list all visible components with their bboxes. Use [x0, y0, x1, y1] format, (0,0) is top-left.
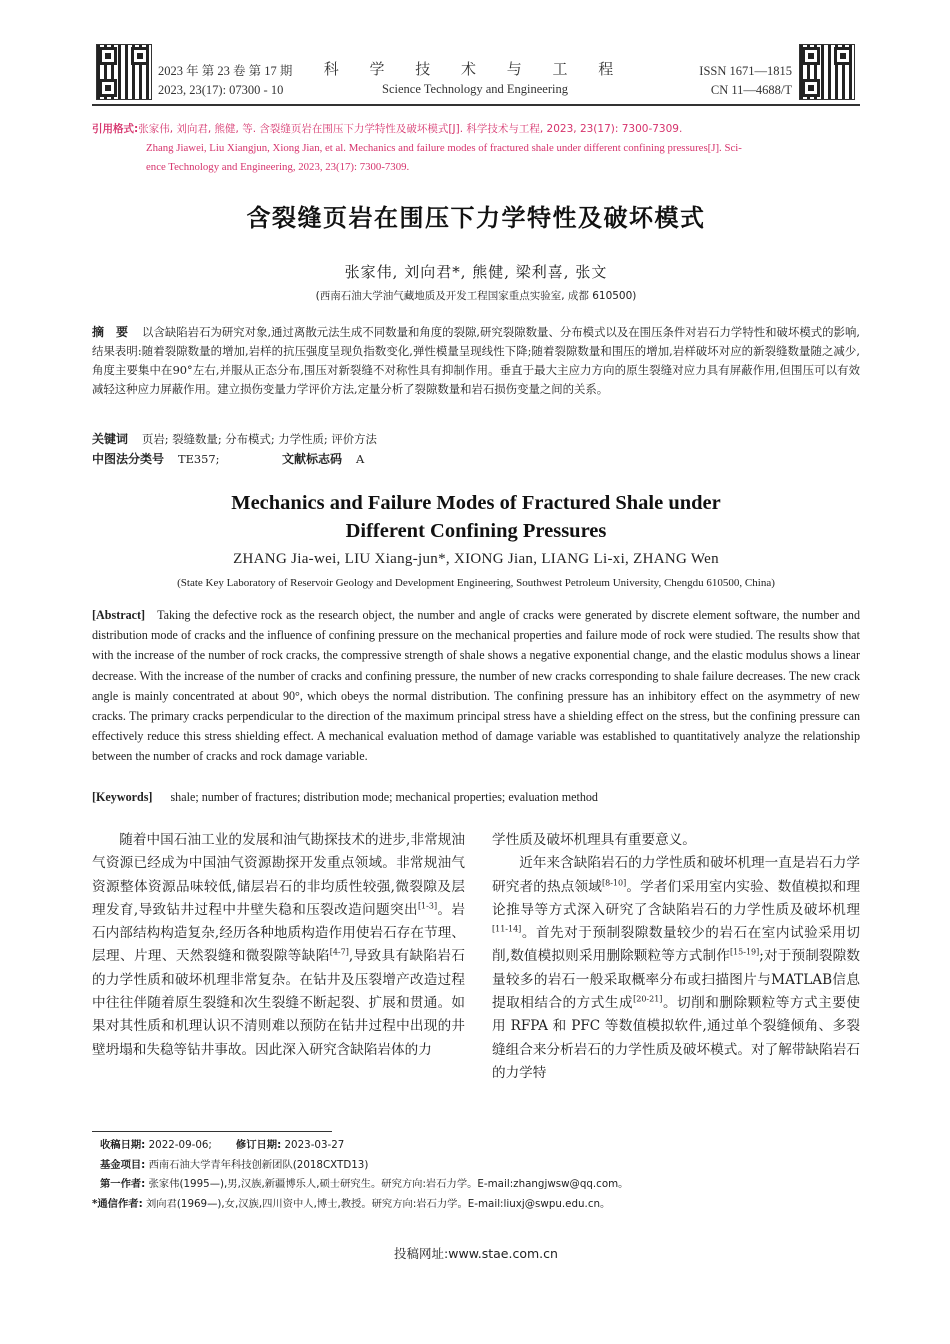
- issue-cn: 2023 年 第 23 卷 第 17 期: [158, 64, 293, 78]
- qr-code-right[interactable]: [799, 44, 855, 100]
- citation-en-2: ence Technology and Engineering, 2023, 23(17): 7300-7309.: [146, 161, 410, 173]
- affiliation-en: (State Key Laboratory of Reservoir Geology and Development Engineering, Southwest Petroleum University, Chengdu 610500, China): [177, 577, 775, 589]
- reference-mark[interactable]: [4-7]: [329, 947, 349, 957]
- abstract-cn-label: 摘 要: [92, 325, 129, 339]
- cn-number: CN 11—4688/T: [710, 83, 792, 97]
- clc-code: TE357;: [178, 452, 220, 466]
- issue-info: [158, 62, 292, 100]
- citation-cn: 张家伟, 刘向君, 熊健, 等. 含裂缝页岩在围压下力学特性及破坏模式[J]. 科学技术与工程, 2023, 23(17): 7300-7309.: [138, 123, 683, 135]
- citation-block: [92, 120, 862, 177]
- classification-line: [92, 450, 860, 469]
- abstract-en: [92, 605, 860, 767]
- keywords-en-text: shale; number of fractures; distribution mode; mechanical properties; evaluation method: [170, 790, 598, 804]
- body-paragraph: 随着中国石油工业的发展和油气勘探技术的进步,非常规油气资源已经成为中国油气资源勘探开发重点领域。非常规油气资源整体资源品味较低,储层岩石的非均质性较强,微裂隙及层理发育,导致钻井过程中井壁失稳和压裂改造问题突出[1-3]。岩石内部结构构造复杂,经历各种地质构造作用使岩石存在节理、层理、片理、天然裂缝和微裂隙等缺陷[4-7],导致具有缺陷岩石的力学性质和破坏机理非常复杂。在钻井及压裂增产改造过程中往往伴随着原生裂缝和次生裂缝不断起裂、扩展和贯通。如果对其性质和机理认识不清则难以预防在钻井过程中出现的井壁坍塌和失稳等钻井事故。因此深入研究含缺陷岩体的力: [92, 832, 466, 1058]
- footnote-rule: [92, 1131, 332, 1132]
- reference-mark[interactable]: [1-3]: [417, 901, 438, 911]
- abstract-cn: [92, 323, 860, 399]
- reference-mark[interactable]: [11-14]: [492, 924, 522, 934]
- keywords-en-label: [Keywords]: [92, 790, 153, 804]
- page-title-en: [92, 489, 860, 545]
- body-column-left: [92, 829, 465, 1062]
- affiliation-cn: (西南石油大学油气藏地质及开发工程国家重点实验室, 成都 610500): [315, 290, 637, 302]
- issn-info: [676, 62, 792, 100]
- body-paragraph-continued: 学性质及破坏机理具有重要意义。: [492, 832, 696, 848]
- journal-cn: 科 学 技 术 与 工 程: [323, 60, 627, 78]
- body-paragraph: 近年来含缺陷岩石的力学性质和破坏机理一直是岩石力学研究者的热点领域[8-10]。学者们采用室内实验、数值模拟和理论推导等方式深入研究了含缺陷岩石的力学性质及破坏机理[11-14]。首先对于预制裂隙数量较少的岩石在室内试验采用切削,数值模拟则采用删除颗粒等方式制作[15-19];对于预制裂隙数量较多的岩石一般采取概率分布或扫描图片与MATLAB信息提取相结合的方式生成[20-21]。切削和删除颗粒等方式主要使用 RFPA 和 PFC 等数值模拟软件,通过单个裂缝倾角、多裂缝组合来分析岩石的力学性质及破坏模式。对了解带缺陷岩石的力学特: [492, 855, 861, 1081]
- reference-mark[interactable]: [20-21]: [633, 994, 663, 1004]
- abstract-en-text: Taking the defective rock as the research object, the number and angle of cracks were generated by discrete element software, the number and distribution mode of cracks and the influence of confining pressure on the mechanical properties and failure mode of rock were studied. The results show that with the increase of the number of rock cracks, the compressive strength of shale shows a negative exponential change, and the elastic modulus shows a linear decrease. With the increase of the number of cracks and confining pressure, the number of new cracks corresponding to shale failure decreases. The new crack angle is mainly concentrated at about 90°, which obeys the normal distribution. The confining pressure has an inhibitory effect on the asymmetry of new cracks. The primary cracks perpendicular to the direction of the maximum principal stress have a shielding effect on the stress, but the confining pressure can effectively reduce this stress shielding effect. A mechanical evaluation method of damage variable was established to quantitatively analyze the relationship between the number of cracks and rock damage variable.: [92, 608, 860, 764]
- submission-url[interactable]: 投稿网址:www.stae.com.cn: [394, 1246, 558, 1261]
- doc-code: A: [356, 452, 365, 466]
- reference-mark[interactable]: [15-19]: [729, 947, 760, 957]
- keywords-cn-text: 页岩; 裂缝数量; 分布模式; 力学性质; 评价方法: [142, 432, 377, 446]
- body-column-right: [492, 829, 860, 1085]
- citation-en-1: Zhang Jiawei, Liu Xiangjun, Xiong Jian, et al. Mechanics and failure modes of fractured shale under different confining pressures[J]. Sci-: [146, 142, 742, 154]
- reference-mark[interactable]: [8-10]: [602, 878, 627, 888]
- keywords-en: [92, 787, 860, 807]
- title-en-line2: Different Confining Pressures: [345, 520, 607, 542]
- footnote-fund: 基金项目: 西南石油大学青年科技创新团队(2018CXTD13): [100, 1158, 369, 1171]
- citation-label: 引用格式:: [92, 123, 139, 135]
- issn: ISSN 1671—1815: [699, 64, 792, 78]
- footnote-dates: 收稿日期: 2022-09-06; 修订日期: 2023-03-27: [100, 1139, 345, 1151]
- journal-en: Science Technology and Engineering: [382, 82, 568, 96]
- abstract-en-label: [Abstract]: [92, 608, 146, 622]
- authors-en: ZHANG Jia-wei, LIU Xiang-jun*, XIONG Jian, LIANG Li-xi, ZHANG Wen: [233, 551, 719, 567]
- doc-code-label: 文献标志码: [282, 452, 343, 466]
- authors-cn: 张家伟, 刘向君*, 熊健, 梁利喜, 张文: [344, 263, 608, 281]
- keywords-cn: [92, 430, 860, 449]
- footnote-first-author: 第一作者: 张家伟(1995—),男,汉族,新疆博乐人,硕士研究生。研究方向:岩石力学。E-mail:zhangjwsw@qq.com。: [100, 1178, 629, 1190]
- page-title-cn: 含裂缝页岩在围压下力学特性及破坏模式: [246, 204, 706, 232]
- footnotes: [92, 1136, 860, 1214]
- qr-code-left[interactable]: [96, 44, 152, 100]
- journal-name: [300, 58, 650, 97]
- clc-label: 中图法分类号: [92, 452, 165, 466]
- issue-number: 2023, 23(17): 07300 - 10: [158, 83, 284, 97]
- abstract-cn-text: 以含缺陷岩石为研究对象,通过离散元法生成不同数量和角度的裂隙,研究裂隙数量、分布模式以及在围压条件对岩石力学特性和破坏模式的影响,结果表明:随着裂隙数量的增加,岩样的抗压强度呈现负指数变化,弹性模量呈现线性下降;随着裂隙数量和围压的增加,岩样破坏对应的新裂缝数量随之减少,角度主要集中在90°左右,并服从正态分布,围压对新裂缝不对称性具有抑制作用。垂直于最大主应力方向的原生裂缝对应力具有屏蔽作用,但围压可以有效减轻这种应力屏蔽作用。建立损伤变量力学评价方法,定量分析了裂隙数量和岩石损伤变量之间的关系。: [92, 325, 860, 396]
- title-en-line1: Mechanics and Failure Modes of Fractured Shale under: [231, 492, 721, 514]
- keywords-cn-label: 关键词: [92, 432, 129, 446]
- footnote-corresponding: *通信作者: 刘向君(1969—),女,汉族,四川资中人,博士,教授。研究方向:岩石力学。E-mail:liuxj@swpu.edu.cn。: [92, 1197, 611, 1210]
- header-rule: [92, 104, 860, 106]
